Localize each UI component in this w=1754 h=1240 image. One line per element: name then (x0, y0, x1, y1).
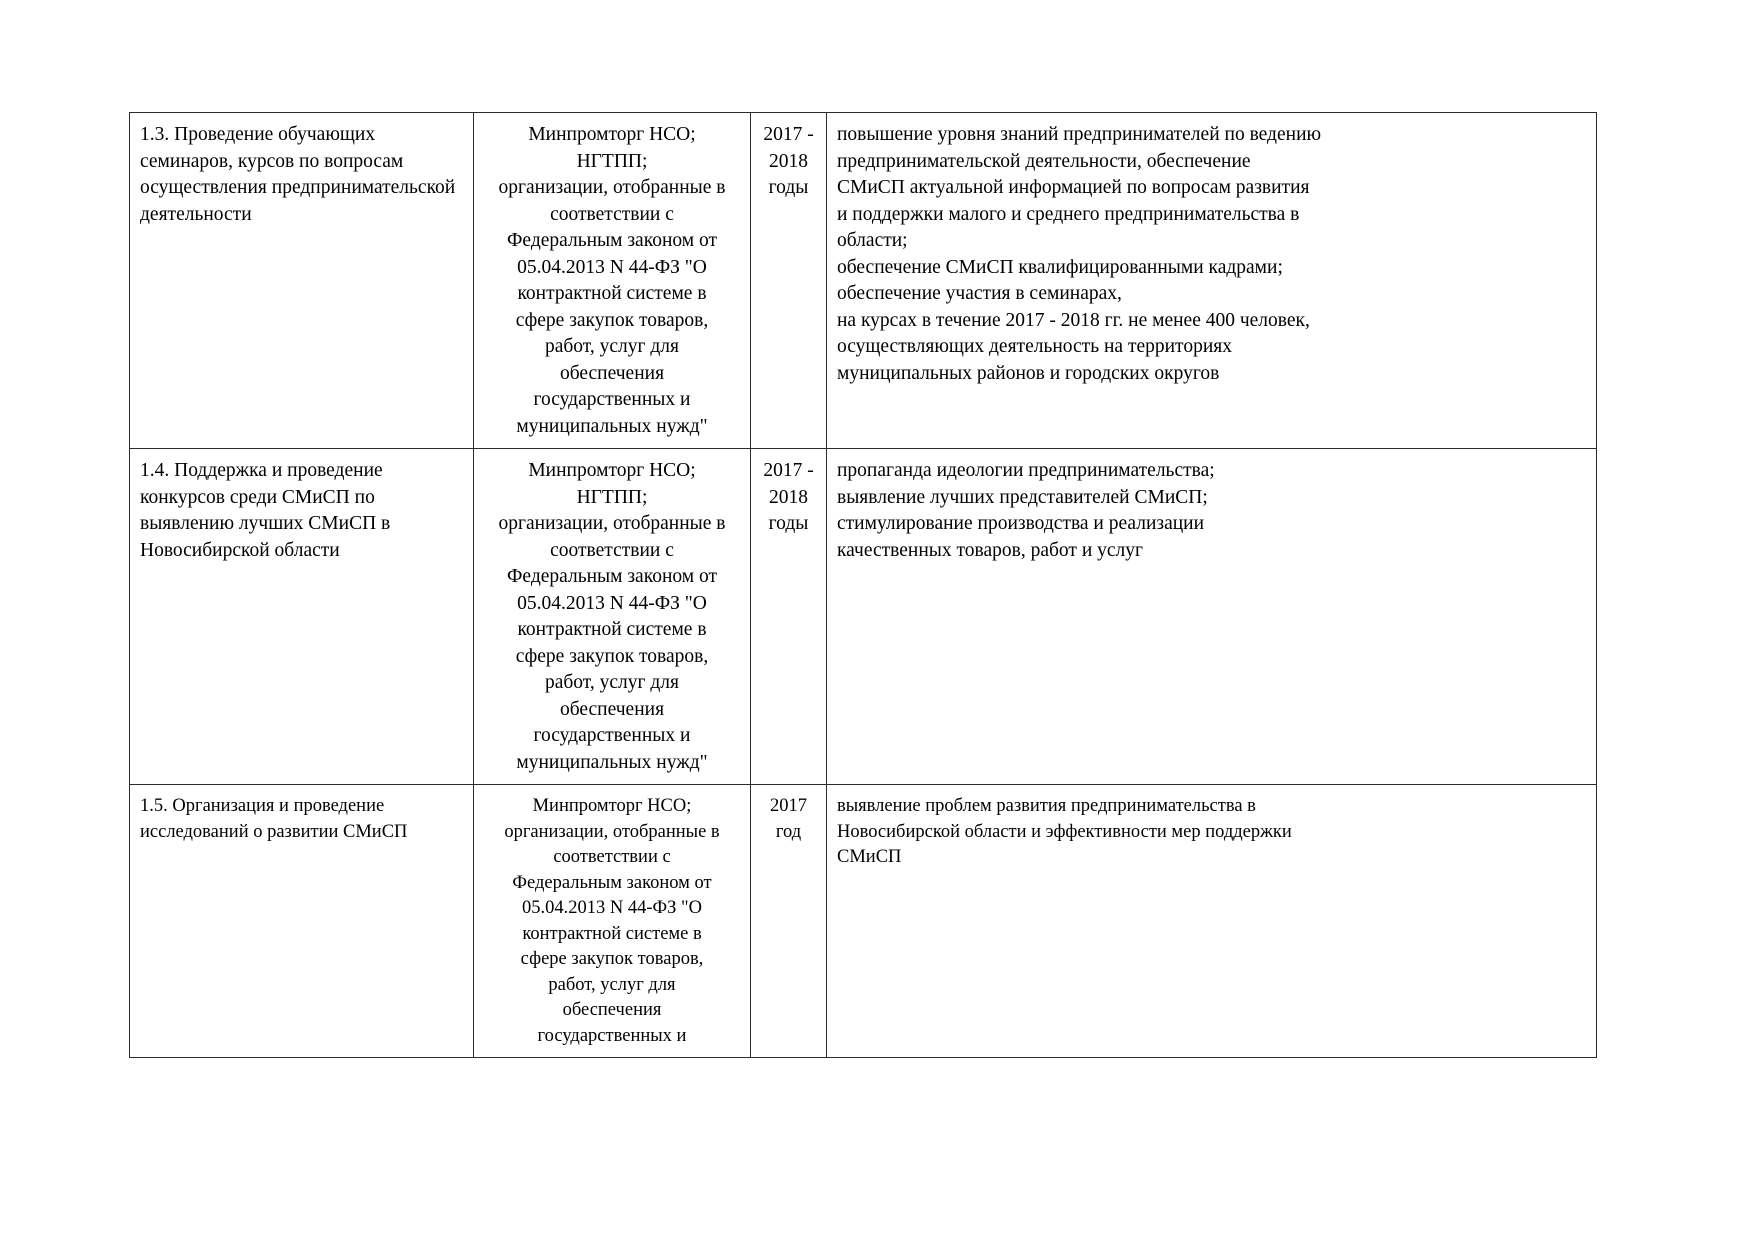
executor-cell (474, 785, 751, 1058)
executor-line: НГТПП; (576, 150, 648, 172)
executor-line: работ, услуг для (544, 336, 679, 357)
measure-cell (130, 449, 474, 785)
result-line: предпринимательской деятельности, обеспечение (837, 150, 1251, 172)
executor-line: сфере закупок товаров, (515, 309, 709, 331)
result-line: Новосибирской области и эффективности мер поддержки (837, 821, 1292, 842)
executor-line: Федеральным законом от (507, 566, 717, 587)
term-text (751, 449, 826, 546)
table-row (130, 785, 1597, 1058)
term-line: 2018 (769, 150, 808, 172)
executor-line: контрактной системе в (522, 923, 702, 944)
executor-cell (474, 449, 751, 785)
result-line: СМиСП актуальной информацией по вопросам развития (837, 177, 1310, 198)
measure-text: 1.4. Поддержка и проведение конкурсов среди СМиСП по выявлению лучших СМиСП в Новосибирской области (140, 460, 391, 561)
result-cell (827, 785, 1597, 1058)
measures-table-wrapper (129, 112, 1596, 1058)
term-cell (751, 113, 827, 449)
term-line: год (775, 821, 802, 842)
result-line: на курсах в течение 2017 - 2018 гг. не менее 400 человек, (837, 309, 1310, 331)
executor-line: Федеральным законом от (512, 872, 712, 893)
executor-line: организации, отобранные в (504, 821, 720, 842)
term-line: годы (768, 177, 809, 198)
executor-line: сфере закупок товаров, (515, 645, 709, 667)
measure-text: 1.5. Организация и проведение исследований о развитии СМиСП (140, 796, 408, 842)
term-line: 2017 - (763, 124, 814, 145)
result-line: выявление лучших представителей СМиСП; (837, 486, 1208, 508)
result-line: обеспечение участия в семинарах, (837, 283, 1122, 304)
executor-line: сфере закупок товаров, (520, 949, 704, 969)
executor-line: муниципальных нужд" (516, 415, 708, 437)
result-line: выявление проблем развития предпринимательства в (837, 796, 1256, 816)
executor-line: соответствии с (550, 539, 674, 561)
executor-line: государственных и (533, 389, 691, 410)
executor-line: организации, отобранные в (498, 513, 726, 534)
result-text (827, 113, 1596, 395)
result-line: повышение уровня знаний предпринимателей по ведению (837, 124, 1322, 145)
executor-line: Минпромторг НСО; (528, 124, 696, 145)
executor-line: обеспечения (559, 362, 665, 384)
measure-text: 1.3. Проведение обучающих семинаров, курсов по вопросам осуществления предпринимательской деятельности (140, 124, 456, 225)
result-line: муниципальных районов и городских округов (837, 362, 1220, 384)
executor-line: работ, услуг для (548, 974, 676, 995)
executor-line: государственных и (537, 1025, 687, 1046)
result-line: качественных товаров, работ и услуг (837, 539, 1144, 561)
executor-line: контрактной системе в (517, 619, 707, 640)
executor-cell (474, 113, 751, 449)
executor-line: работ, услуг для (544, 672, 679, 693)
executor-line: контрактной системе в (517, 283, 707, 304)
term-line: 2018 (769, 486, 808, 508)
term-cell (751, 449, 827, 785)
executor-line: соответствии с (550, 203, 674, 225)
executor-line: Федеральным законом от (507, 230, 717, 251)
executor-line: организации, отобранные в (498, 177, 726, 198)
executor-line: Минпромторг НСО; (532, 796, 692, 816)
executor-text (474, 113, 750, 448)
result-line: СМиСП (837, 847, 902, 867)
result-line: пропаганда идеологии предпринимательства; (837, 460, 1215, 481)
measure-cell (130, 785, 474, 1058)
result-line: осуществляющих деятельность на территориях (837, 336, 1232, 357)
executor-line: 05.04.2013 N 44-ФЗ "О (517, 256, 707, 278)
term-line: 2017 (770, 796, 807, 816)
result-cell (827, 113, 1597, 449)
measure-cell (130, 113, 474, 449)
result-line: и поддержки малого и среднего предпринимательства в (837, 203, 1300, 225)
measures-table-body (130, 113, 1597, 1058)
executor-text (474, 449, 750, 784)
table-row (130, 449, 1597, 785)
measures-table (129, 112, 1597, 1058)
term-text (751, 785, 826, 853)
term-cell (751, 785, 827, 1058)
result-cell (827, 449, 1597, 785)
result-line: стимулирование производства и реализации (837, 513, 1205, 534)
result-line: обеспечение СМиСП квалифицированными кадрами; (837, 256, 1283, 278)
result-text (827, 785, 1596, 879)
table-row (130, 113, 1597, 449)
executor-line: государственных и (533, 725, 691, 746)
executor-line: Минпромторг НСО; (528, 460, 696, 481)
result-text (827, 449, 1596, 572)
term-line: 2017 - (763, 460, 814, 481)
executor-line: обеспечения (559, 698, 665, 720)
executor-line: обеспечения (562, 1000, 662, 1020)
executor-line: муниципальных нужд" (516, 751, 708, 773)
executor-text (474, 785, 750, 1057)
executor-line: 05.04.2013 N 44-ФЗ "О (517, 592, 707, 614)
executor-line: НГТПП; (576, 486, 648, 508)
result-line: области; (837, 230, 908, 251)
executor-line: 05.04.2013 N 44-ФЗ "О (522, 898, 702, 918)
executor-line: соответствии с (553, 847, 671, 867)
term-text (751, 113, 826, 210)
term-line: годы (768, 513, 809, 534)
